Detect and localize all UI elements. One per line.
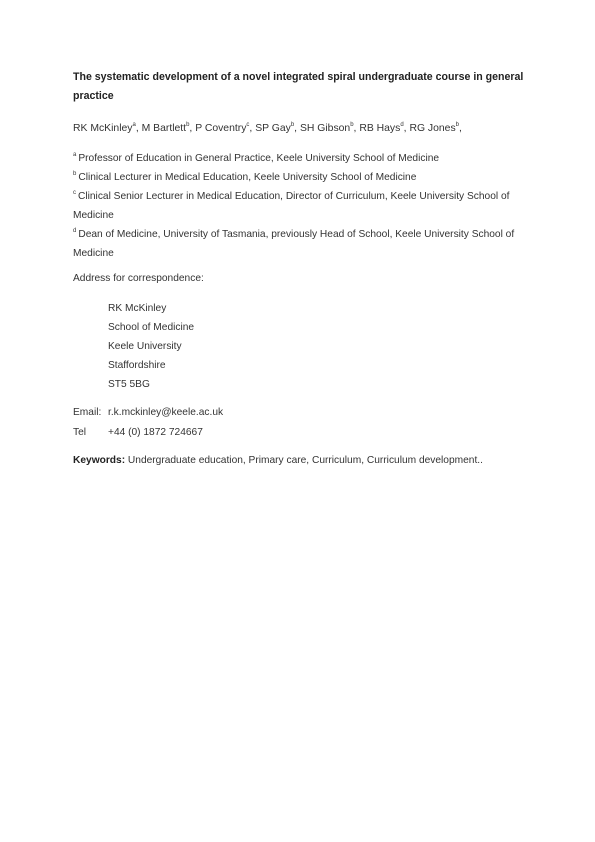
email-label: Email: xyxy=(73,407,102,418)
affiliation: $^b$ Clinical Lecturer in Medical Education, Keele University School of Medicine xyxy=(73,171,417,183)
affiliation: $^c$ Clinical Senior Lecturer in Medical Education, Director of Curriculum, Keele University School of Medicine xyxy=(73,190,510,221)
paper-title: The systematic development of a novel integrated spiral undergraduate course in general practice xyxy=(73,71,524,102)
author: SP Gay$^b$, xyxy=(255,122,300,134)
author: RG Jones$^b$, xyxy=(409,122,462,134)
affiliation: $^d$ Dean of Medicine, University of Tasmania, previously Head of School, Keele University School of Medicine xyxy=(73,228,515,259)
keywords-text: Undergraduate education, Primary care, Curriculum, Curriculum development.. xyxy=(125,455,483,466)
email-address: r.k.mckinley@keele.ac.uk xyxy=(108,407,224,418)
author: SH Gibson$^b$, xyxy=(299,122,360,134)
address-line: Keele University xyxy=(108,341,182,352)
tel-label: Tel xyxy=(73,427,87,438)
address-line: School of Medicine xyxy=(108,322,195,333)
keywords-label: Keywords: xyxy=(73,455,126,466)
author-list xyxy=(73,117,553,137)
tel-number: +44 (0) 1872 724667 xyxy=(108,427,203,438)
address-line: ST5 5BG xyxy=(108,379,150,390)
affiliation: $^a$ Professor of Education in General Practice, Keele University School of Medicine xyxy=(73,152,440,164)
correspondence-label: Address for correspondence: xyxy=(73,273,204,284)
author: M Bartlett$^b$, xyxy=(141,122,196,134)
address-line: RK McKinley xyxy=(108,303,167,314)
author: RB Hays$^d$, xyxy=(359,122,410,134)
keywords xyxy=(73,453,483,469)
author: RK McKinley$^a$, xyxy=(73,122,142,134)
author: P Coventry$^c$, xyxy=(195,122,256,134)
address-line: Staffordshire xyxy=(108,360,166,371)
